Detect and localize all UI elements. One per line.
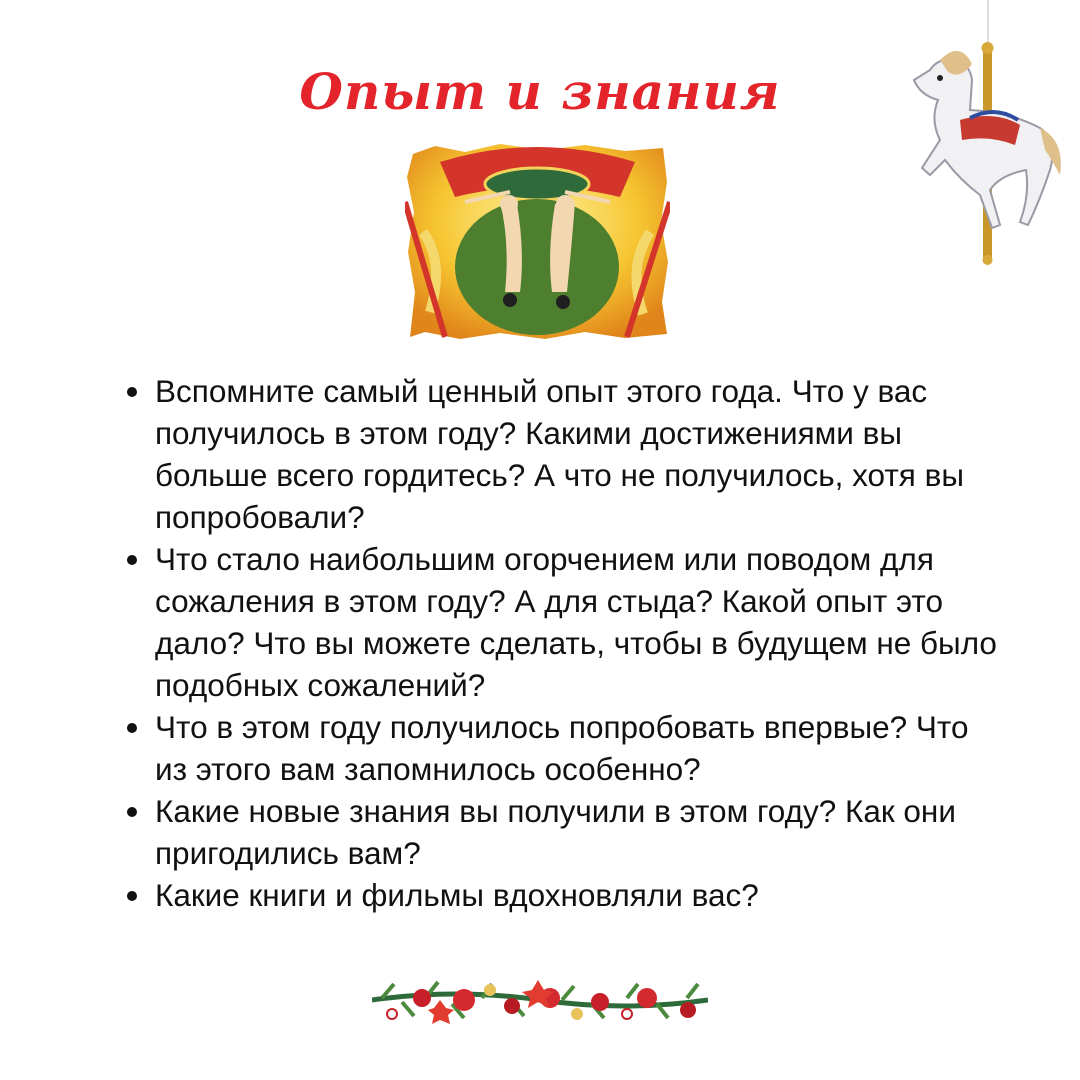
list-item xyxy=(120,370,1000,538)
bullet-dot xyxy=(127,807,137,817)
christmas-garland xyxy=(372,970,708,1032)
tarot-card-image xyxy=(405,142,670,340)
list-item-text: Вспомните самый ценный опыт этого года. Что у вас получилось в этом году? Какими достижениями вы больше всего гордитесь? А что не получилось, хотя вы попробовали? xyxy=(155,373,964,535)
list-item-text: Какие новые знания вы получили в этом году? Как они пригодились вам? xyxy=(155,793,956,871)
list-item xyxy=(120,538,1000,706)
list-item xyxy=(120,706,1000,790)
page-title: Опыт и знания xyxy=(299,62,781,121)
bullet-dot xyxy=(127,387,137,397)
bullet-dot xyxy=(127,723,137,733)
list-item-text: Что стало наибольшим огорчением или поводом для сожаления в этом году? А для стыда? Какой опыт это дало? Что вы можете сделать, чтобы в будущем не было подобных сожалений? xyxy=(155,541,997,703)
bullet-dot xyxy=(127,891,137,901)
question-list xyxy=(120,370,1000,916)
list-item xyxy=(120,874,1000,916)
bullet-dot xyxy=(127,555,137,565)
carousel-horse-ornament xyxy=(900,0,1065,268)
list-item-text: Какие книги и фильмы вдохновляли вас? xyxy=(155,877,759,913)
list-item xyxy=(120,790,1000,874)
list-item-text: Что в этом году получилось попробовать впервые? Что из этого вам запомнилось особенно? xyxy=(155,709,969,787)
